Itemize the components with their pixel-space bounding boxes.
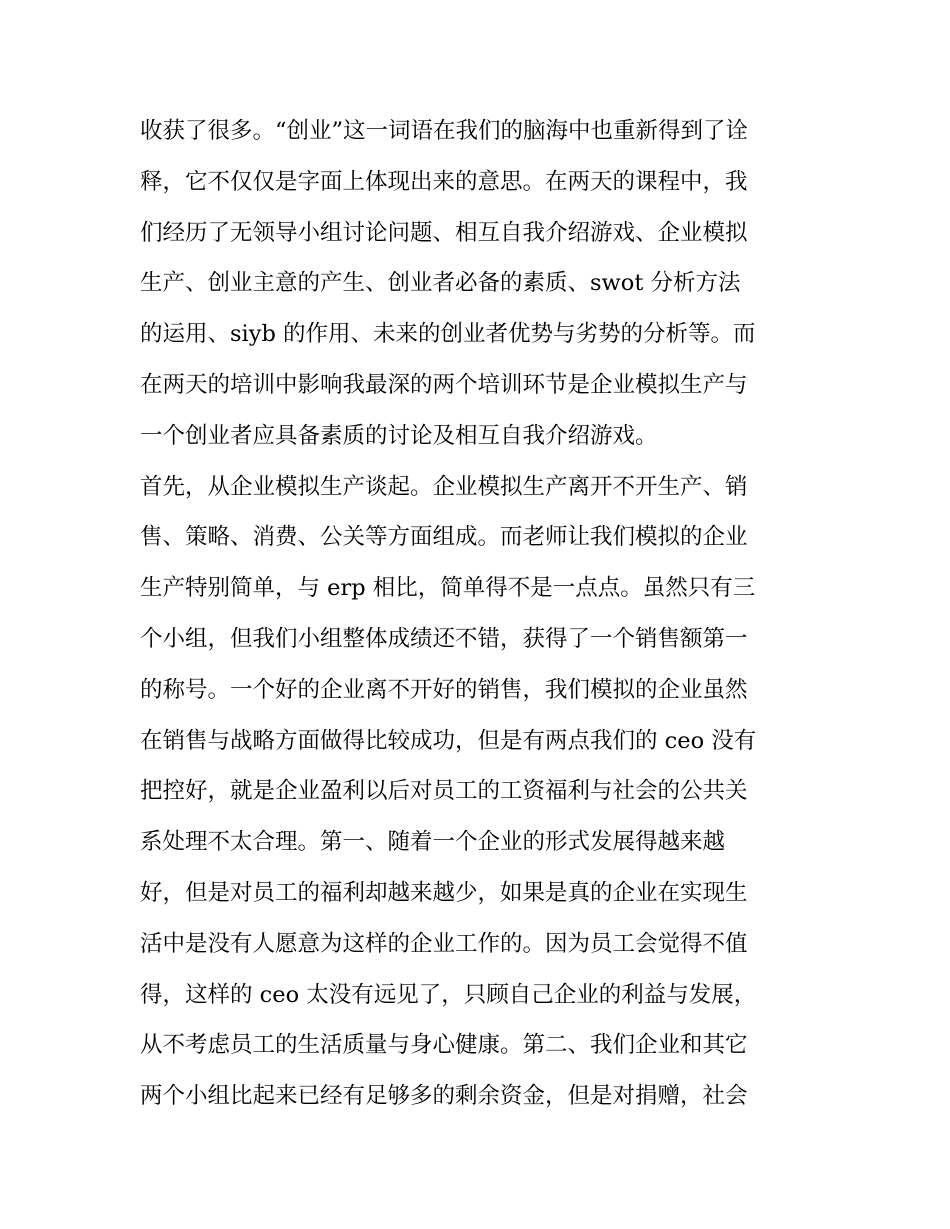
- text-line: 们经历了无领导小组讨论问题、相互自我介绍游戏、企业模拟: [140, 219, 748, 246]
- text-line: 好，但是对员工的福利却越来越少，如果是真的企业在实现生: [140, 879, 748, 906]
- text-line: 从不考虑员工的生活质量与身心健康。第二、我们企业和其它: [140, 1032, 748, 1059]
- text-line: 售、策略、消费、公关等方面组成。而老师让我们模拟的企业: [140, 524, 748, 551]
- text-line: 一个创业者应具备素质的讨论及相互自我介绍游戏。: [140, 422, 658, 449]
- text-line: 系处理不太合理。第一、随着一个企业的形式发展得越来越: [140, 829, 726, 856]
- text-line: 个小组，但我们小组整体成绩还不错，获得了一个销售额第一: [140, 625, 748, 652]
- text-line: 在销售与战略方面做得比较成功，但是有两点我们的 ceo 没有: [140, 727, 757, 754]
- text-line: 把控好，就是企业盈利以后对员工的工资福利与社会的公共关: [140, 778, 748, 805]
- text-line: 两个小组比起来已经有足够多的剩余资金，但是对捐赠，社会: [140, 1083, 748, 1110]
- text-line: 得，这样的 ceo 太没有远见了，只顾自己企业的利益与发展，: [140, 981, 757, 1008]
- text-line: 活中是没有人愿意为这样的企业工作的。因为员工会觉得不值: [140, 930, 748, 957]
- text-line: 释，它不仅仅是字面上体现出来的意思。在两天的课程中，我: [140, 168, 748, 195]
- text-line: 首先，从企业模拟生产谈起。企业模拟生产离开不开生产、销: [140, 473, 748, 500]
- text-line: 生产、创业主意的产生、创业者必备的素质、swot 分析方法: [140, 270, 741, 297]
- text-line: 的运用、siyb 的作用、未来的创业者优势与劣势的分析等。而: [140, 321, 756, 348]
- text-line: 生产特别简单，与 erp 相比，简单得不是一点点。虽然只有三: [140, 575, 756, 602]
- text-line: 的称号。一个好的企业离不开好的销售，我们模拟的企业虽然: [140, 676, 748, 703]
- text-line: 在两天的培训中影响我最深的两个培训环节是企业模拟生产与: [140, 371, 748, 398]
- text-line: 收获了很多。“创业”这一词语在我们的脑海中也重新得到了诠: [140, 118, 749, 144]
- body-text: [140, 106, 820, 1122]
